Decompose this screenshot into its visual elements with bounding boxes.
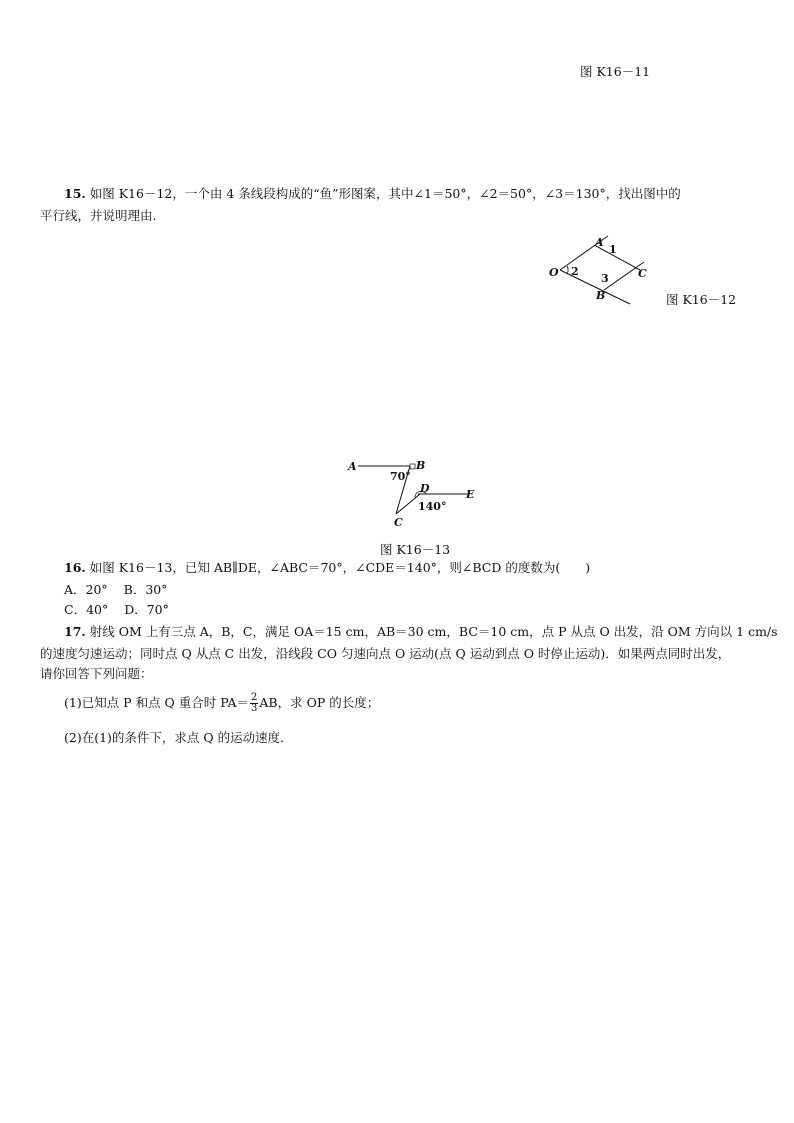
point-o-label: O (549, 266, 559, 279)
part1-text-after: AB，求 OP 的长度； (259, 695, 380, 710)
option-d: D．70° (124, 602, 169, 617)
fraction-denominator: 3 (251, 703, 258, 714)
question-17-number: 17. (64, 624, 86, 639)
fraction-two-thirds (250, 693, 258, 714)
angle-b-mark (410, 464, 415, 469)
point-b-label: B (596, 289, 606, 302)
question-17-text: 射线 OM 上有三点 A，B，C，满足 OA＝15 cm，AB＝30 cm，BC＝10 cm，点 P 从点 O 出发，沿 OM 方向以 1 cm/s (89, 624, 778, 639)
question-15-number: 15. (64, 186, 86, 201)
part1-text-before: (1)已知点 P 和点 Q 重合时 PA＝ (64, 695, 250, 710)
point-b-label: B (416, 459, 426, 472)
question-15-line2: 平行线，并说明理由. (40, 208, 157, 223)
question-16-stem (64, 558, 590, 578)
figure-caption-k16-13: 图 K16－13 (380, 542, 451, 557)
figure-k16-12 (540, 232, 647, 304)
line-ac (596, 246, 640, 270)
question-16-number: 16. (64, 560, 86, 575)
figure-caption-k16-12: 图 K16－12 (666, 292, 737, 307)
point-d-label: D (420, 482, 430, 495)
angle-70-label: 70° (390, 470, 411, 483)
angle-2-label: 2 (571, 265, 579, 278)
point-a-label: A (348, 460, 357, 473)
question-17-part2: (2)在(1)的条件下，求点 Q 的运动速度． (64, 730, 293, 745)
question-16-text: 如图 K16－13，已知 AB∥DE，∠ABC＝70°，∠CDE＝140°，则∠BCD 的度数为( ) (89, 560, 591, 575)
angle-140-label: 140° (418, 500, 447, 513)
point-a-label: A (595, 236, 604, 249)
line-cd (396, 494, 420, 514)
option-c: C．40° (64, 602, 109, 617)
angle-2-arc (567, 266, 568, 274)
question-17-line1 (64, 622, 778, 642)
question-17-line2: 的速度匀速运动；同时点 Q 从点 C 出发，沿线段 CO 匀速向点 O 运动(点 Q 运动到点 O 时停止运动)．如果两点同时出发， (40, 646, 731, 661)
angle-1-label: 1 (609, 243, 617, 256)
fraction-numerator: 2 (251, 692, 258, 703)
question-15-line1 (64, 184, 681, 204)
question-17-part1 (64, 688, 379, 718)
angle-3-label: 3 (601, 272, 609, 285)
question-15-text: 如图 K16－12，一个由 4 条线段构成的“鱼”形图案，其中∠1＝50°，∠2＝50°，∠3＝130°，找出图中的 (89, 186, 681, 201)
option-a: A．20° (64, 582, 108, 597)
point-c-label: C (638, 267, 647, 280)
option-b: B．30° (123, 582, 168, 597)
point-c-label: C (394, 516, 403, 529)
question-16-options-row1 (64, 580, 168, 600)
figure-caption-k16-11: 图 K16－11 (580, 64, 651, 79)
question-16-options-row2 (64, 600, 169, 620)
point-e-label: E (466, 488, 475, 501)
figure-k16-13 (344, 456, 484, 532)
question-17-line3: 请你回答下列问题： (40, 666, 153, 681)
